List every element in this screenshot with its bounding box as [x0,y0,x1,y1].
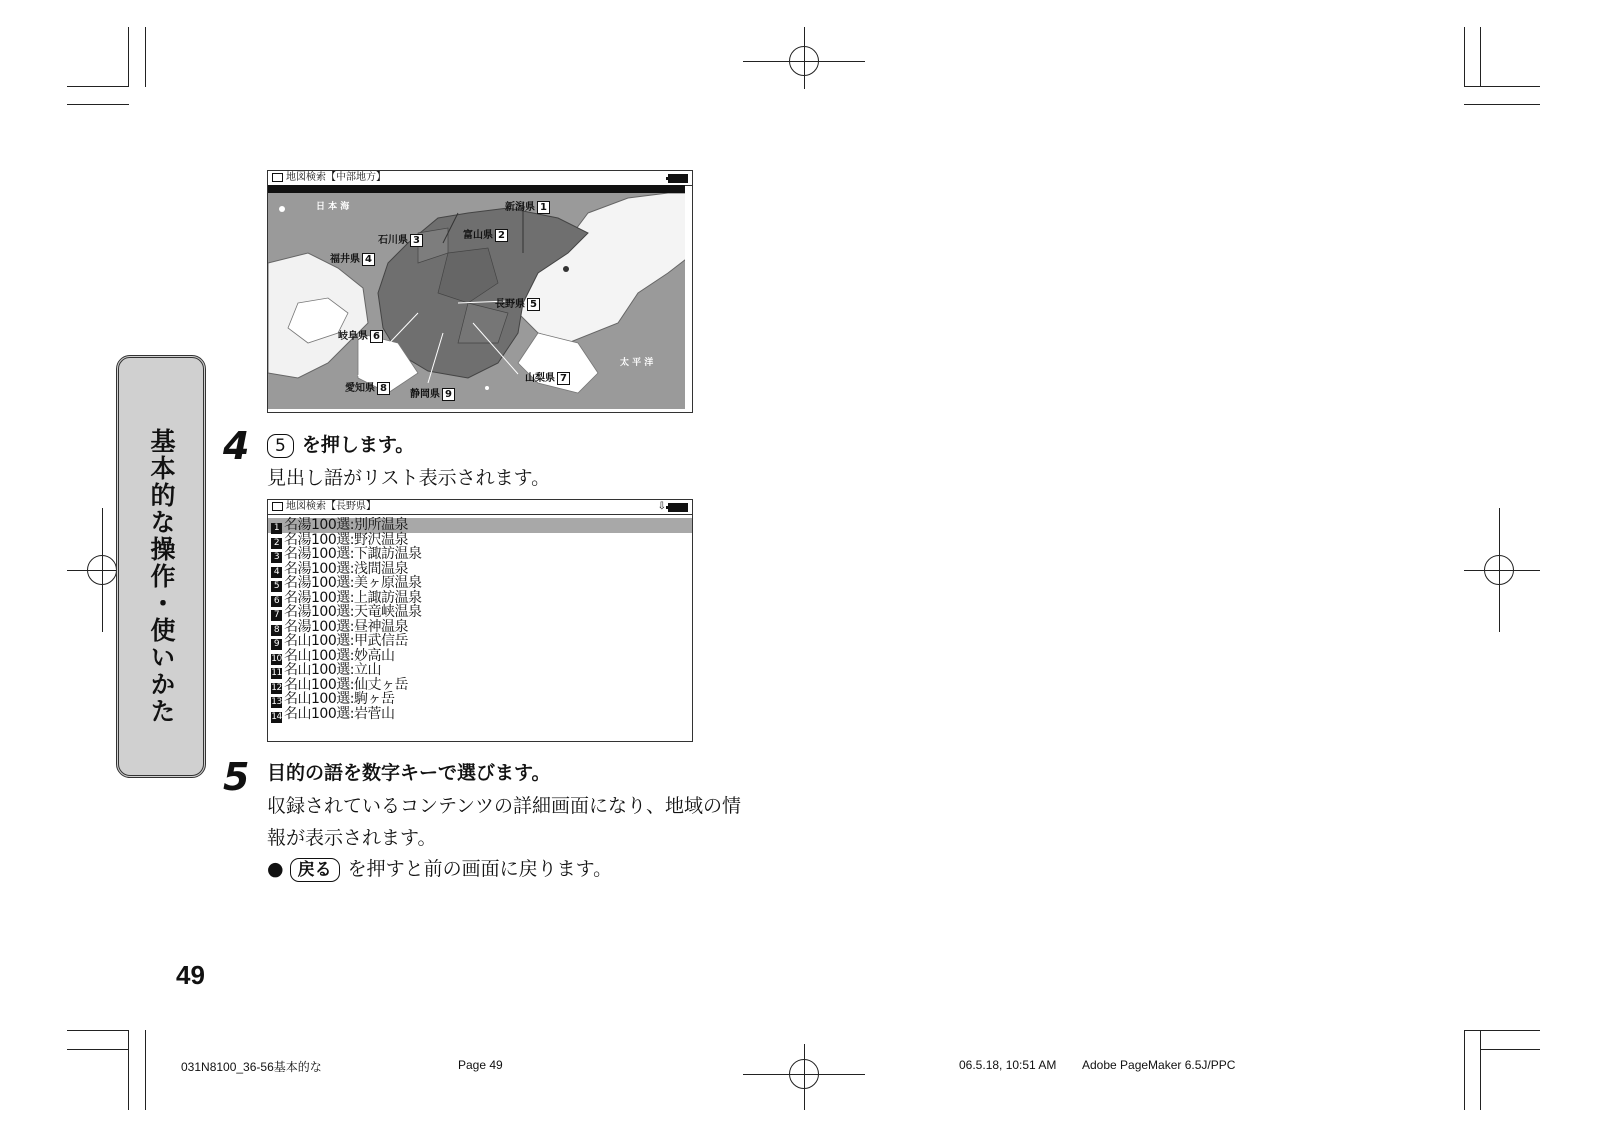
map-screen-title: 地図検索【中部地方】 [286,172,386,183]
key-5: 5 [267,434,294,458]
list-item[interactable] [268,678,692,693]
prefecture-label-gifu[interactable]: 岐阜県 6 [338,327,383,343]
list-item[interactable] [268,707,692,722]
list-item[interactable] [268,605,692,620]
prefecture-label-niigata[interactable]: 新潟県 1 [505,198,550,214]
list-item-label: 名山100選:甲武信岳 [284,633,408,649]
chubu-map [268,193,685,409]
list-item-label: 名湯100選:美ヶ原温泉 [284,575,422,591]
item-number-badge: 9 [271,639,282,650]
prefecture-label-fukui[interactable]: 福井県 4 [330,250,375,266]
prefecture-label-ishikawa[interactable]: 石川県 3 [378,231,423,247]
step-5-body-line1: 収録されているコンテンツの詳細画面になり、地域の情 [267,795,742,817]
item-number-badge: 12 [271,682,282,693]
key-back: 戻る [290,858,340,882]
prefecture-label-nagano[interactable]: 長野県 5 [495,295,540,311]
item-number-badge: 7 [271,610,282,621]
item-number-badge: 3 [271,552,282,563]
list-screen [267,499,693,742]
list-item[interactable] [268,562,692,577]
item-number-badge: 6 [271,596,282,607]
footer-date: 06.5.18, 10:51 AM [959,1058,1057,1072]
list-item-label: 名山100選:駒ヶ岳 [284,691,395,707]
list-item-label: 名山100選:仙丈ヶ岳 [284,676,408,693]
japan-sea-label: 日 本 海 [316,202,350,212]
list-item-label: 名湯100選:浅間温泉 [284,560,408,577]
list-screen-titlebar [268,500,692,515]
list-item[interactable] [268,591,692,606]
prefecture-label-toyama[interactable]: 富山県 2 [463,226,508,242]
step-5-number: 5 [223,755,250,799]
map-screen [267,170,693,413]
list-item-label: 名湯100選:別所温泉 [284,517,408,533]
list-item[interactable] [268,649,692,664]
item-number-badge: 14 [271,711,282,722]
prefecture-label-yamanashi[interactable]: 山梨県 7 [525,369,570,385]
step-4-body: 見出し語がリスト表示されます。 [267,467,551,489]
page-number: 49 [176,960,205,990]
list-screen-title: 地図検索【長野県】 [286,501,376,512]
prefecture-label-shizuoka[interactable]: 静岡県 9 [410,385,455,401]
list-item[interactable] [268,663,692,678]
bullet-icon: ● [267,858,284,880]
item-number-badge: 4 [271,567,282,578]
map-header-bar [268,185,685,193]
list-item[interactable] [268,620,692,635]
map-screen-titlebar [268,171,692,186]
list-item-label: 名湯100選:下諏訪温泉 [284,546,422,562]
footer-file: 031N8100_36-56基本的な [181,1060,322,1074]
step-4-title: 5 を押します。 [267,430,414,458]
battery-icon [668,503,688,512]
item-number-badge: 10 [271,653,282,664]
item-number-badge: 2 [271,538,282,549]
window-icon [272,502,283,511]
list-item[interactable] [268,634,692,649]
side-tab [116,355,206,778]
scroll-down-icon: ⇩ [657,501,666,512]
footer-page: Page 49 [458,1058,503,1072]
list-item-label: 名湯100選:上諏訪温泉 [284,589,422,606]
pacific-label: 太 平 洋 [620,358,654,368]
list-item-label: 名山100選:妙高山 [284,647,395,664]
footer-app: Adobe PageMaker 6.5J/PPC [1082,1058,1236,1072]
list-item[interactable] [268,576,692,591]
list-item-label: 名山100選:岩菅山 [284,705,395,722]
headword-list [268,515,692,721]
step-5-title: 目的の語を数字キーで選びます。 [267,762,551,784]
list-item[interactable] [268,547,692,562]
side-tab-label: 基本的な操作・使いかた [147,428,176,725]
prefecture-label-aichi[interactable]: 愛知県 8 [345,379,390,395]
item-number-badge: 8 [271,625,282,636]
list-item-label: 名湯100選:昼神温泉 [284,618,408,635]
list-item[interactable] [268,533,692,548]
list-item[interactable] [268,518,692,533]
item-number-badge: 1 [271,523,282,534]
battery-icon [668,174,688,183]
step-4-number: 4 [223,424,250,468]
item-number-badge: 13 [271,697,282,707]
step-5-bullet: ● 戻る を押すと前の画面に戻ります。 [267,858,613,880]
step-5-body-line2: 報が表示されます。 [267,827,437,849]
item-number-badge: 11 [271,668,282,678]
list-item-label: 名湯100選:天竜峡温泉 [284,604,422,620]
list-item-label: 名湯100選:野沢温泉 [284,531,408,548]
item-number-badge: 5 [271,581,282,592]
window-icon [272,173,283,182]
list-item[interactable] [268,692,692,707]
list-item-label: 名山100選:立山 [284,662,381,678]
